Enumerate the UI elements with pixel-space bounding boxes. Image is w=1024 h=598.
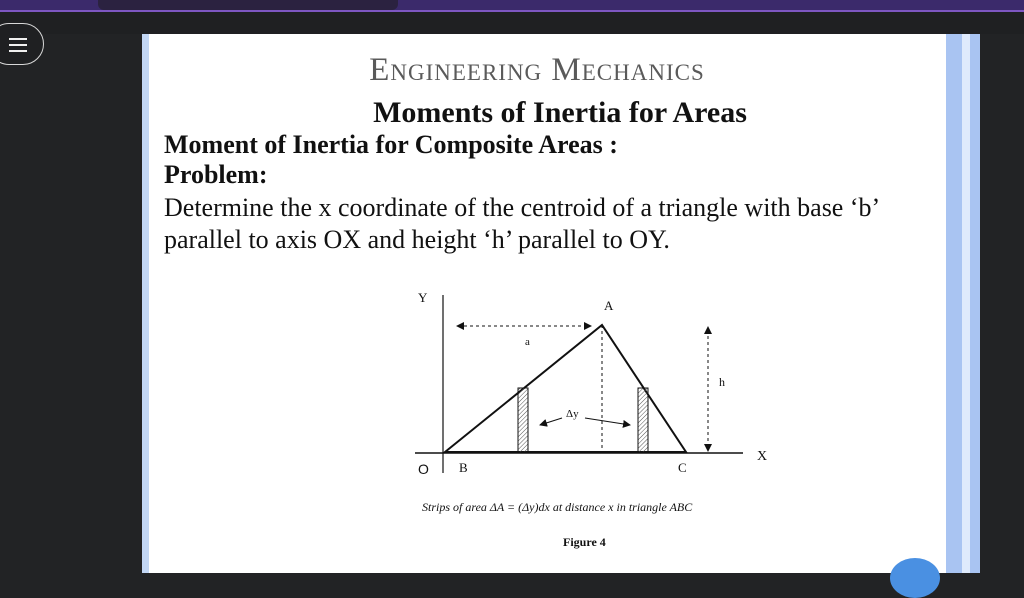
triangle-abc	[445, 325, 686, 452]
dimension-h-arrowhead-bottom	[704, 444, 712, 452]
label-h: h	[719, 375, 725, 389]
dimension-h-arrowhead-top	[704, 326, 712, 334]
problem-label: Problem:	[164, 160, 268, 189]
dy-arrow-left	[540, 418, 562, 425]
label-dy: Δy	[566, 408, 579, 420]
label-a-vertex: A	[604, 298, 614, 313]
slide-title: Engineering Mechanics	[369, 52, 705, 88]
strip-left	[518, 388, 528, 452]
label-y-axis: Y	[418, 290, 428, 305]
label-a-dimension: a	[525, 336, 530, 348]
dimension-a-arrowhead-left	[456, 322, 464, 330]
label-b: B	[459, 460, 468, 475]
figure-caption: Strips of area ΔA = (Δy)dx at distance x in triangle ABC	[422, 500, 693, 514]
problem-text: Determine the x coordinate of the centroid of a triangle with base ‘b’ parallel to axis OX and height ‘h’ parallel to OY.	[164, 193, 879, 254]
label-c: C	[678, 460, 687, 475]
section-title: Moments of Inertia for Areas	[373, 96, 747, 129]
dy-arrow-right	[585, 418, 630, 425]
label-x-axis: X	[757, 449, 768, 464]
figure-number: Figure 4	[563, 535, 606, 549]
strip-right	[638, 388, 648, 452]
floating-action-button[interactable]	[890, 558, 940, 598]
subsection-title: Moment of Inertia for Composite Areas :	[164, 130, 618, 159]
label-origin: O	[418, 461, 429, 477]
dimension-a-arrowhead-right	[584, 322, 592, 330]
